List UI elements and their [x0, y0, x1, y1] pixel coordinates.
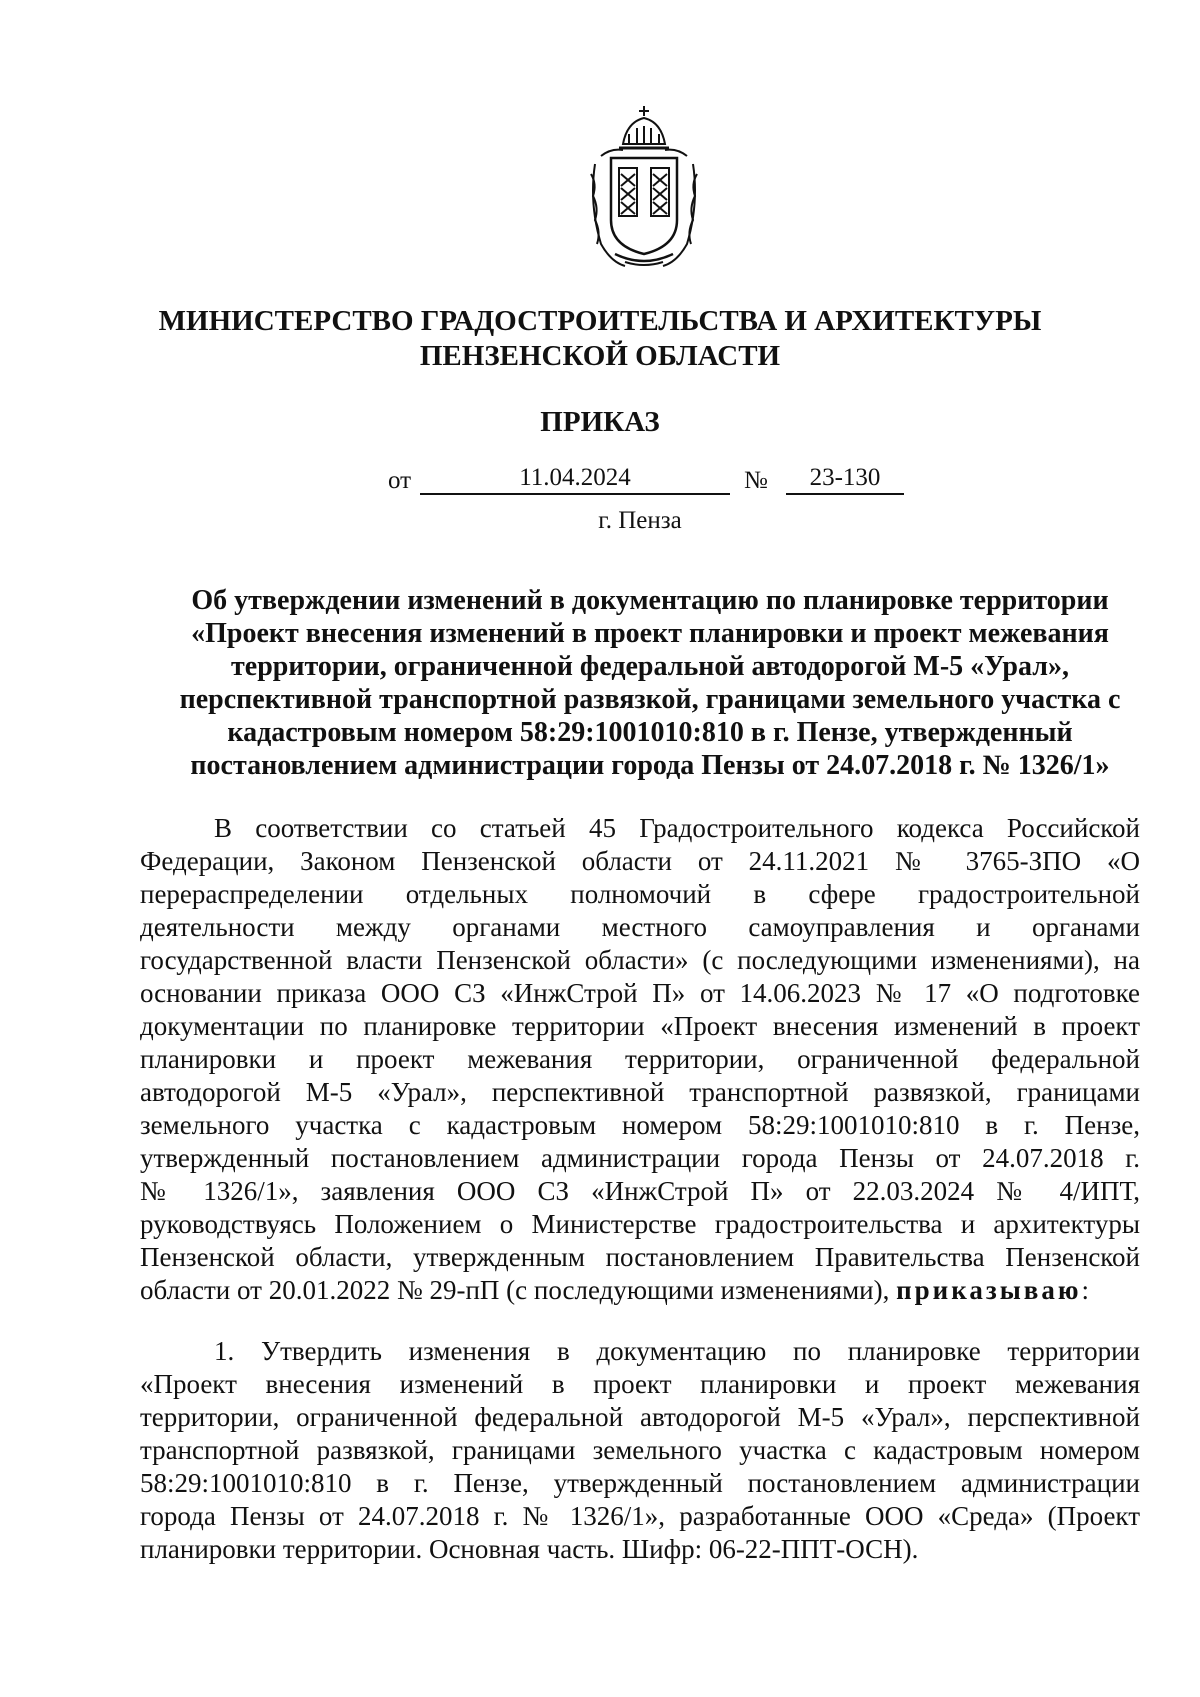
- last-line-colon: :: [1081, 1275, 1090, 1305]
- paragraph-line: планировки территории. Основная часть. Шифр: 06-22-ППТ-ОСН).: [140, 1534, 919, 1564]
- subject-line: территории, ограниченной федеральной автодорогой М-5 «Урал»,: [231, 651, 1069, 682]
- paragraph-line: руководствуясь Положением о Министерстве градостроительства и архитектуры: [140, 1209, 1140, 1239]
- paragraph-line: транспортной развязкой, границами земельного участка с кадастровым номером: [140, 1435, 1140, 1465]
- number-label: №: [744, 467, 768, 494]
- paragraph-line: «Проект внесения изменений в проект планировки и проект межевания: [140, 1369, 1140, 1399]
- paragraph-line: перераспределении отдельных полномочий в сфере градостроительной: [140, 879, 1140, 909]
- paragraph-line: земельного участка с кадастровым номером 58:29:1001010:810 в г. Пензе,: [140, 1110, 1140, 1140]
- ministry-name: [100, 304, 1100, 374]
- order-subject: [140, 584, 1160, 782]
- ministry-line-2: ПЕНЗЕНСКОЙ ОБЛАСТИ: [419, 340, 781, 372]
- order-keyword: приказываю: [896, 1275, 1082, 1305]
- city-label: г. Пенза: [598, 507, 682, 534]
- subject-line: Об утверждении изменений в документацию по планировке территории: [191, 585, 1109, 616]
- paragraph-line: Пензенской области, утвержденным постановлением Правительства Пензенской: [140, 1242, 1140, 1272]
- paragraph-line: территории, ограниченной федеральной автодорогой М-5 «Урал», перспективной: [140, 1402, 1140, 1432]
- subject-line: «Проект внесения изменений в проект планировки и проект межевания: [191, 618, 1109, 649]
- paragraph-line: Федерации, Законом Пензенской области от 24.11.2021 № 3765-ЗПО «О: [140, 846, 1140, 876]
- order-date: 11.04.2024: [420, 463, 730, 495]
- paragraph-line: деятельности между органами местного самоуправления и органами: [140, 912, 1140, 942]
- paragraph-line: 58:29:1001010:810 в г. Пензе, утвержденный постановлением администрации: [140, 1468, 1140, 1498]
- paragraph-line: основании приказа ООО СЗ «ИнжСтрой П» от 14.06.2023 № 17 «О подготовке: [140, 978, 1140, 1008]
- ministry-line-1: МИНИСТЕРСТВО ГРАДОСТРОИТЕЛЬСТВА И АРХИТЕКТУРЫ: [158, 305, 1042, 337]
- paragraph-line: 1. Утвердить изменения в документацию по планировке территории: [214, 1336, 1140, 1366]
- preamble-paragraph: [140, 812, 1140, 1307]
- paragraph-line: утвержденный постановлением администрации города Пензы от 24.07.2018 г.: [140, 1143, 1140, 1173]
- document-type-heading: ПРИКАЗ: [540, 406, 660, 438]
- clause-1-paragraph: [140, 1335, 1140, 1566]
- coat-of-arms-emblem: [585, 104, 703, 268]
- paragraph-line: документации по планировке территории «Проект внесения изменений в проект: [140, 1011, 1140, 1041]
- paragraph-line: автодорогой М-5 «Урал», перспективной транспортной развязкой, границами: [140, 1077, 1140, 1107]
- last-line-text: области от 20.01.2022 № 29-пП (с последующими изменениями),: [140, 1275, 897, 1305]
- subject-line: кадастровым номером 58:29:1001010:810 в г. Пензе, утвержденный: [227, 717, 1073, 748]
- paragraph-line: планировки и проект межевания территории, ограниченной федеральной: [140, 1044, 1140, 1074]
- date-label: от: [388, 467, 412, 494]
- order-number: 23-130: [786, 463, 904, 495]
- subject-line: перспективной транспортной развязкой, границами земельного участка с: [179, 684, 1121, 715]
- paragraph-line: № 1326/1», заявления ООО СЗ «ИнжСтрой П» от 22.03.2024 № 4/ИПТ,: [140, 1176, 1140, 1206]
- paragraph-line: государственной власти Пензенской области» (с последующими изменениями), на: [140, 945, 1140, 975]
- paragraph-last-line: [140, 1274, 1140, 1307]
- paragraph-line: города Пензы от 24.07.2018 г. № 1326/1», разработанные ООО «Среда» (Проект: [140, 1501, 1140, 1531]
- subject-line: постановлением администрации города Пензы от 24.07.2018 г. № 1326/1»: [190, 750, 1110, 781]
- paragraph-line: В соответствии со статьей 45 Градостроительного кодекса Российской: [214, 813, 1140, 843]
